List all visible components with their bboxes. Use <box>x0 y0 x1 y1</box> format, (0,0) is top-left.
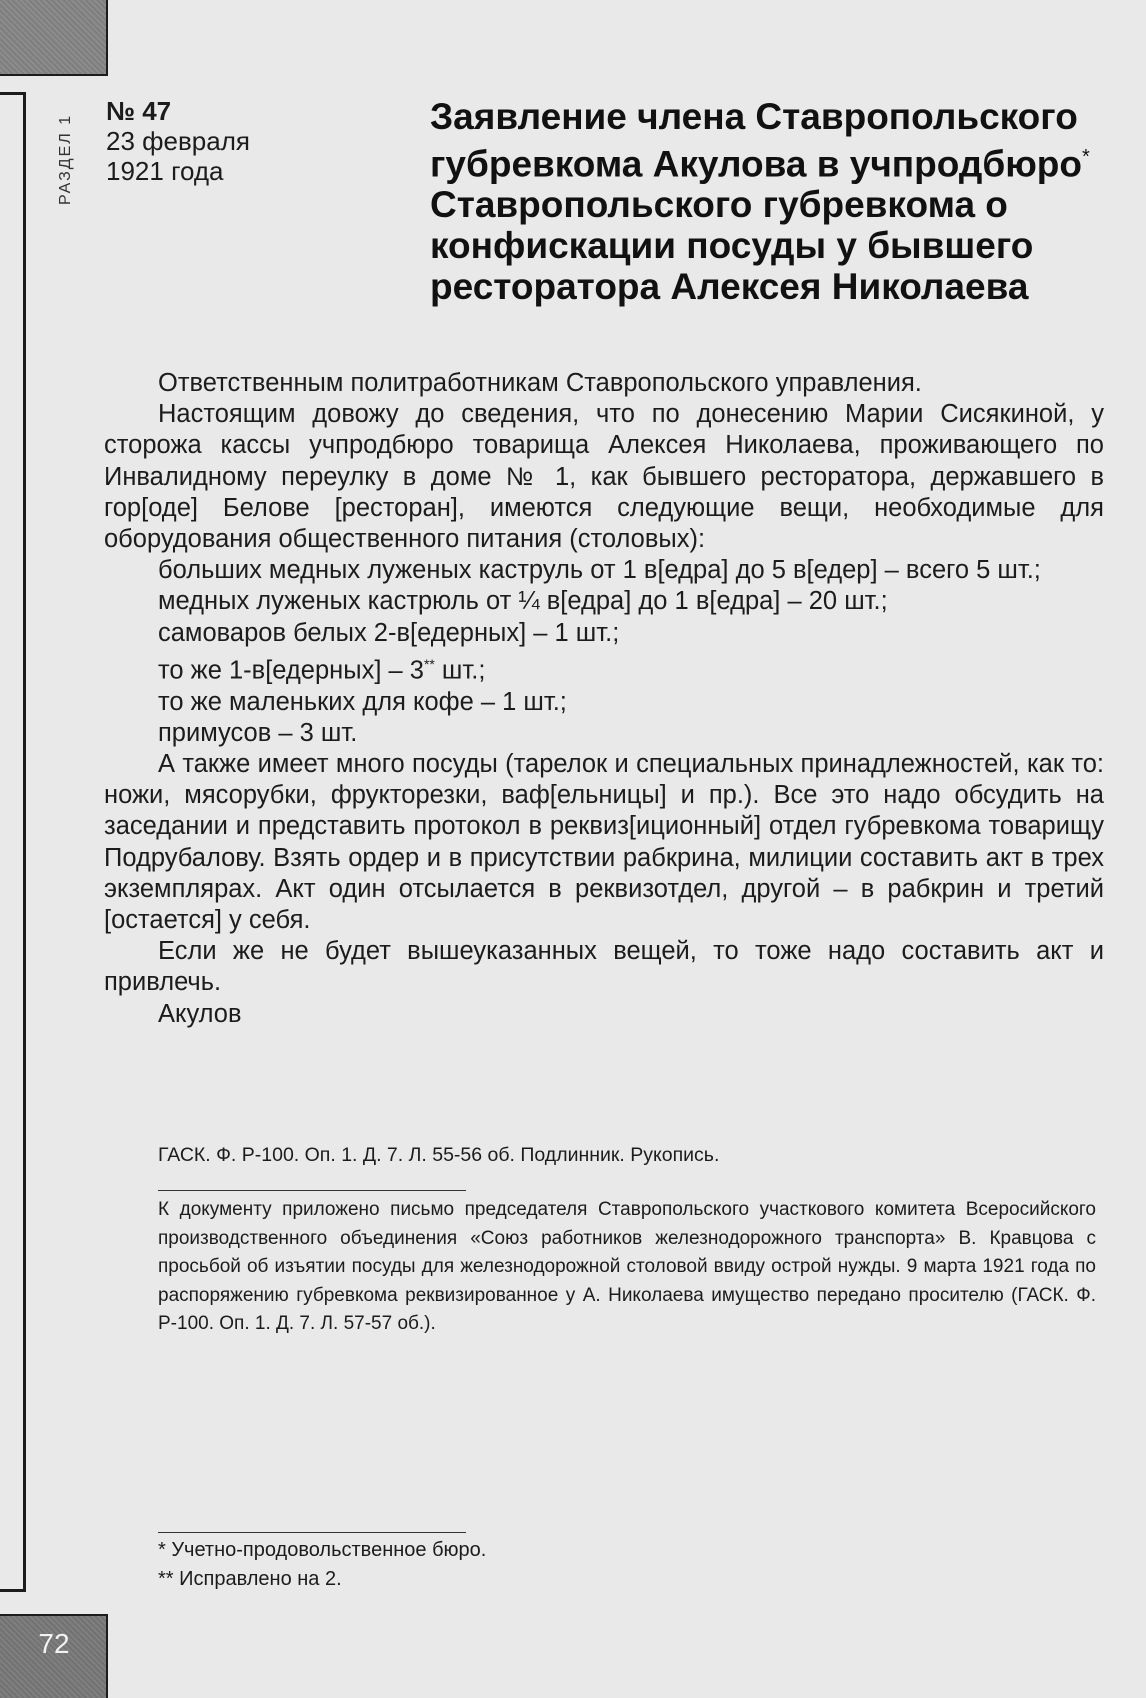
page-frame-line <box>0 92 26 1592</box>
list-item: то же маленьких для кофе – 1 шт.; <box>158 687 567 716</box>
list-item: примусов – 3 шт. <box>158 718 358 747</box>
list-item <box>104 649 1104 687</box>
addressee-line: Ответственным политработникам Ставропольского управления. <box>158 369 922 397</box>
title-footnote-mark: * <box>1082 146 1090 168</box>
document-date-year: 1921 года <box>106 156 224 186</box>
body-paragraph-1: Настоящим довожу до сведения, что по донесению Марии Сисякиной, у сторожа кассы учпродбюро товарища Алексея Николаева, проживающего по Инвалидному переулку в доме № 1, как бывшего ресторатора, державшего в гор[оде] Белове [ресторан], имеются следующие вещи, необходимые для оборудования общественного питания (столовых): <box>104 400 1104 554</box>
list-item-text-end: шт.; <box>434 656 486 685</box>
editorial-note: К документу приложено письмо председателя Ставропольского участкового комитета Всеросийского производственного объединения «Союз работников железнодорожного транспорта» В. Кравцова с просьбой об изъятии посуды для железнодорожной столовой ввиду острой нужды. 9 марта 1921 года по распоряжению губревкома реквизированное у А. Николаева имущество передано просителю (ГАСК. Ф. Р-100. Оп. 1. Д. 7. Л. 57-57 об.). <box>158 1199 1096 1335</box>
corner-decoration-top <box>0 0 108 76</box>
list-item: самоваров белых 2-в[едерных] – 1 шт.; <box>158 618 620 647</box>
divider <box>158 1190 466 1191</box>
footnote-2: ** Исправлено на 2. <box>158 1568 342 1590</box>
list-item-text: то же 1-в[едерных] – 3 <box>158 656 424 685</box>
section-label: РАЗДЕЛ 1 <box>57 113 74 205</box>
body-paragraph-2: А также имеет много посуды (тарелок и специальных принадлежностей, как то: ножи, мясорубки, фрукторезки, ваф[ельницы] и пр.). Все это надо обсудить на заседании и представить протокол в реквиз[иционный] отдел губревкома товарищу Подрубалову. Взять ордер и в присутствии рабкрина, милиции составить акт в трех экземплярах. Акт один отсылается в реквизотдел, другой – в рабкрин и третий [остается] у себя. <box>104 749 1104 934</box>
document-date-day: 23 февраля <box>106 126 250 156</box>
page-number: 72 <box>38 1628 70 1659</box>
footnotes <box>158 1536 486 1594</box>
title-part-1: Заявление члена Ставропольского губревкома Акулова в учпродбюро <box>430 96 1082 185</box>
footnote-divider <box>158 1532 466 1533</box>
document-body <box>104 368 1104 1030</box>
footnote-mark: ** <box>423 655 435 672</box>
archive-source: ГАСК. Ф. Р-100. Оп. 1. Д. 7. Л. 55-56 об. Подлинник. Рукопись. <box>158 1144 720 1166</box>
list-item: медных луженых кастрюль от ¼ в[едра] до 1 в[едра] – 20 шт.; <box>158 587 888 616</box>
title-part-2: Ставропольского губревкома о конфискации посуды у бывшего ресторатора Алексея Николаева <box>430 184 1034 308</box>
list-item: больших медных луженых каструль от 1 в[едра] до 5 в[едер] – всего 5 шт.; <box>158 556 1041 585</box>
document-title <box>430 96 1120 307</box>
document-meta <box>106 96 250 186</box>
body-paragraph-3: Если же не будет вышеуказанных вещей, то тоже надо составить акт и привлечь. <box>104 937 1104 997</box>
footnote-1: * Учетно-продовольственное бюро. <box>158 1539 487 1561</box>
document-number: № 47 <box>106 96 172 126</box>
signature: Акулов <box>158 999 242 1028</box>
